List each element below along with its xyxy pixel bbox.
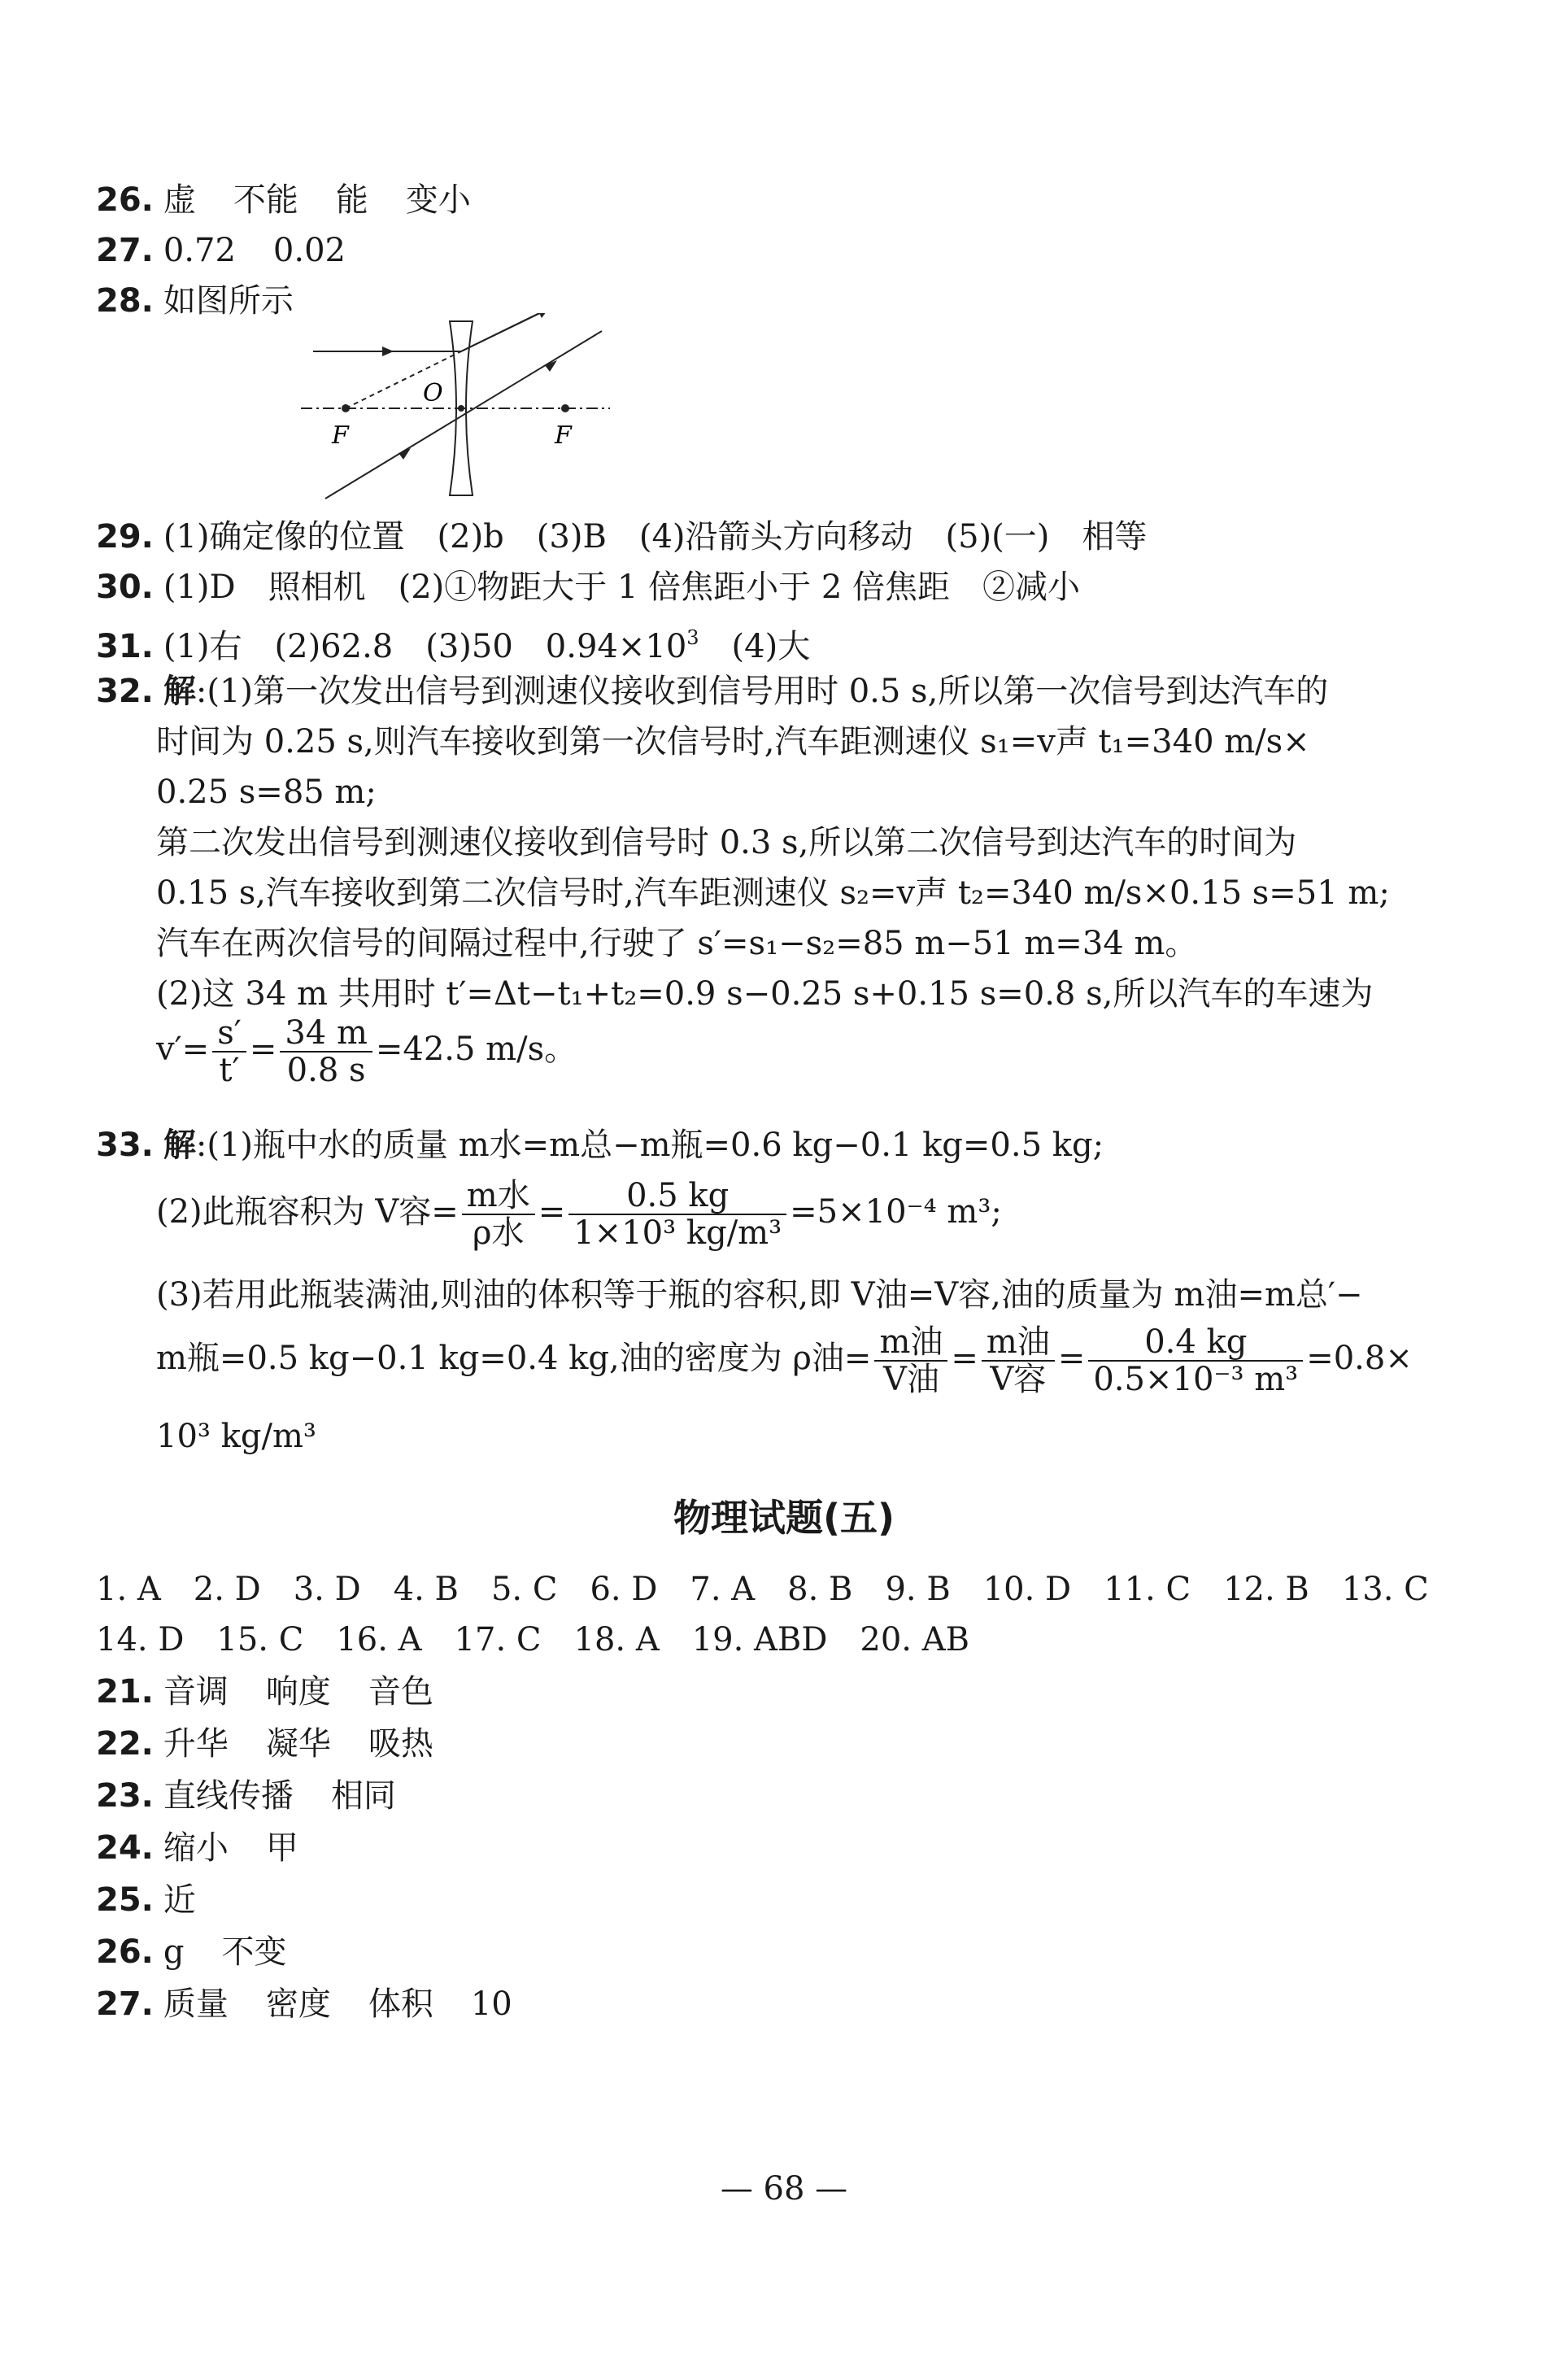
virtual-ray-extension <box>346 351 461 408</box>
answer-part: 能 <box>335 181 368 219</box>
answer-part: 直线传播 <box>163 1777 294 1815</box>
answer-part: g <box>163 1933 185 1971</box>
mc-answers-row-2 <box>96 1617 1002 1663</box>
formula-part: m瓶=0.5 kg−0.1 kg=0.4 kg,油的密度为 ρ油= <box>156 1340 872 1377</box>
answer-26-bottom <box>96 1929 286 1975</box>
answer-32-line-1: 32. 解:(1)第一次发出信号到测速仪接收到信号用时 0.5 s,所以第一次信号到达汽车的 <box>96 673 1329 710</box>
answer-33-line-1: 33. 解:(1)瓶中水的质量 m水=m总−m瓶=0.6 kg−0.1 kg=0.5 kg; <box>96 1127 1104 1164</box>
fraction <box>280 1015 372 1088</box>
solution-formula-speed <box>156 1009 577 1090</box>
fraction <box>874 1324 947 1397</box>
mc-answer: 4. B <box>393 1571 459 1608</box>
formula-part: = <box>1057 1340 1086 1377</box>
item-number: 30. <box>96 569 154 606</box>
focal-point-right <box>561 404 569 412</box>
answer-26 <box>96 177 471 223</box>
numerator: m油 <box>874 1324 947 1362</box>
solution-text: 汽车在两次信号的间隔过程中,行驶了 s′=s₁−s₂=85 m−51 m=34 m。 <box>156 925 1198 962</box>
denominator: 0.5×10⁻³ m³ <box>1093 1361 1299 1398</box>
mc-answer: 7. A <box>690 1571 756 1608</box>
formula-part: (2)此瓶容积为 V容= <box>156 1193 459 1231</box>
answer-text: (1)D 照相机 (2)①物距大于 1 倍焦距小于 2 倍焦距 ②减小 <box>163 569 1081 606</box>
answer-part: 音调 <box>163 1673 229 1711</box>
mc-answer: 18. A <box>573 1621 660 1658</box>
item-number: 33. <box>96 1127 154 1164</box>
answer-23 <box>96 1773 396 1819</box>
fraction <box>462 1178 535 1251</box>
answer-part: 如图所示 <box>163 282 294 320</box>
numerator: s′ <box>212 1015 246 1053</box>
answer-28 <box>96 278 294 324</box>
solution-text: (1)第一次发出信号到测速仪接收到信号用时 0.5 s,所以第一次信号到达汽车的 <box>207 673 1329 710</box>
item-number: 29. <box>96 518 154 556</box>
solution-text: 时间为 0.25 s,则汽车接收到第一次信号时,汽车距测速仪 s₁=v声 t₁=340 m/s× <box>156 723 1310 761</box>
answer-31 <box>96 615 810 669</box>
mc-answer: 14. D <box>96 1621 185 1658</box>
formula-part: =5×10⁻⁴ m³; <box>790 1193 1002 1231</box>
mc-answer: 6. D <box>590 1571 658 1608</box>
item-number: 28. <box>96 282 154 320</box>
solution-label: 解 <box>163 673 196 710</box>
answer-24 <box>96 1825 298 1871</box>
answer-text: (1)右 (2)62.8 (3)50 0.94×10 <box>163 628 687 665</box>
denominator: ρ水 <box>472 1214 525 1252</box>
denominator: 1×10³ kg/m³ <box>573 1214 782 1252</box>
answer-part: 缩小 <box>163 1829 229 1867</box>
mc-answer: 12. B <box>1223 1571 1309 1608</box>
item-number: 26. <box>96 181 154 219</box>
mc-answer: 2. D <box>193 1571 261 1608</box>
mc-answers-row-1 <box>96 1567 1461 1612</box>
mc-answer: 9. B <box>885 1571 951 1608</box>
refracted-ray-top-visible <box>461 313 545 351</box>
focal-point-left <box>342 404 350 412</box>
formula-part: =0.8× <box>1306 1340 1413 1377</box>
item-number: 25. <box>96 1881 154 1919</box>
arrow-head <box>382 346 394 356</box>
answer-part: 10 <box>470 1985 512 2023</box>
refracted-ray-top <box>461 313 606 351</box>
denominator: 0.8 s <box>286 1052 366 1089</box>
item-number: 27. <box>96 232 154 269</box>
numerator: 0.5 kg <box>568 1178 786 1215</box>
exponent: 3 <box>686 626 699 649</box>
answer-part: 虚 <box>163 181 196 219</box>
mc-answer: 5. C <box>490 1571 558 1608</box>
answer-part: 不变 <box>221 1933 287 1971</box>
solution-text: (3)若用此瓶装满油,则油的体积等于瓶的容积,即 V油=V容,油的质量为 m油=m总′− <box>156 1276 1363 1314</box>
mc-answer: 17. C <box>454 1621 542 1658</box>
answer-part: 不能 <box>233 181 298 219</box>
numerator: 34 m <box>280 1015 372 1053</box>
label-f-left: F <box>332 421 349 450</box>
answer-part: 升华 <box>163 1725 229 1763</box>
answer-22 <box>96 1721 433 1767</box>
answer-text: (4)大 <box>699 628 811 665</box>
mc-answer: 15. C <box>216 1621 304 1658</box>
label-o: O <box>423 379 443 408</box>
formula-part: v′= <box>156 1031 210 1068</box>
optical-center <box>458 405 464 412</box>
page-number: — 68 — <box>720 2170 848 2208</box>
denominator: V油 <box>882 1361 939 1398</box>
formula-part: =42.5 m/s。 <box>375 1031 577 1068</box>
item-number: 22. <box>96 1725 154 1763</box>
denominator: t′ <box>219 1052 240 1089</box>
fraction <box>982 1324 1055 1397</box>
denominator: V容 <box>990 1361 1047 1398</box>
mc-answer: 16. A <box>336 1621 422 1658</box>
solution-text: 0.15 s,汽车接收到第二次信号时,汽车距测速仪 s₂=v声 t₂=340 m/s×0.15 s=51 m; <box>156 874 1390 912</box>
item-number: 24. <box>96 1829 154 1867</box>
mc-answer: 20. AB <box>860 1621 970 1658</box>
answer-21 <box>96 1669 433 1715</box>
answer-part: 质量 <box>163 1985 229 2023</box>
mc-answer: 3. D <box>293 1571 361 1608</box>
answer-part: 近 <box>163 1881 196 1919</box>
solution-text: 第二次发出信号到测速仪接收到信号时 0.3 s,所以第二次信号到达汽车的时间为 <box>156 824 1297 861</box>
answer-27-bottom <box>96 1981 512 2027</box>
formula-part: = <box>538 1193 566 1231</box>
item-number: 23. <box>96 1777 154 1815</box>
section-title: 物理试题(五) <box>673 1496 895 1540</box>
mc-answer: 19. ABD <box>691 1621 828 1658</box>
answer-part: 变小 <box>405 181 471 219</box>
mc-answer: 8. B <box>787 1571 853 1608</box>
answer-part: 体积 <box>368 1985 433 2023</box>
solution-formula-density <box>156 1318 1413 1399</box>
item-number: 26. <box>96 1933 154 1971</box>
answer-29 <box>96 514 1147 560</box>
answer-text: (1)确定像的位置 (2)b (3)B (4)沿箭头方向移动 (5)(一) 相等 <box>163 518 1148 556</box>
label-f-right: F <box>555 421 572 450</box>
item-number: 21. <box>96 1673 154 1711</box>
numerator: m油 <box>982 1324 1055 1362</box>
answer-part: 甲 <box>265 1829 298 1867</box>
solution-text: 0.25 s=85 m; <box>156 774 377 811</box>
fraction <box>568 1178 786 1251</box>
item-number: 32. <box>96 673 154 710</box>
solution-label: 解 <box>163 1127 196 1164</box>
solution-text: 10³ kg/m³ <box>156 1418 316 1455</box>
fraction <box>212 1015 246 1088</box>
solution-text: (2)这 34 m 共用时 t′=Δt−t₁+t₂=0.9 s−0.25 s+0.15 s=0.8 s,所以汽车的车速为 <box>156 975 1374 1013</box>
item-number: 31. <box>96 628 154 665</box>
answer-part: 0.72 <box>163 232 236 269</box>
item-number: 27. <box>96 1985 154 2023</box>
mc-answer: 13. C <box>1341 1571 1429 1608</box>
answer-part: 密度 <box>265 1985 331 2023</box>
solution-formula-volume <box>156 1171 1002 1253</box>
lens-ray-diagram <box>301 313 626 500</box>
answer-part: 凝华 <box>265 1725 331 1763</box>
answer-27 <box>96 228 346 273</box>
answer-part: 响度 <box>265 1673 331 1711</box>
solution-text: (1)瓶中水的质量 m水=m总−m瓶=0.6 kg−0.1 kg=0.5 kg; <box>207 1127 1104 1164</box>
ray-through-center <box>325 331 602 499</box>
formula-part: = <box>951 1340 978 1377</box>
mc-answer: 1. A <box>96 1571 161 1608</box>
answer-25 <box>96 1877 196 1923</box>
fraction <box>1088 1324 1303 1397</box>
formula-part: = <box>249 1031 277 1068</box>
numerator: m水 <box>462 1178 535 1215</box>
mc-answer: 10. D <box>982 1571 1072 1608</box>
answer-part: 0.02 <box>272 232 346 269</box>
answer-30 <box>96 564 1080 610</box>
mc-answer: 11. C <box>1104 1571 1191 1608</box>
answer-part: 音色 <box>368 1673 433 1711</box>
numerator: 0.4 kg <box>1088 1324 1303 1362</box>
answer-part: 相同 <box>330 1777 396 1815</box>
answer-part: 吸热 <box>368 1725 433 1763</box>
